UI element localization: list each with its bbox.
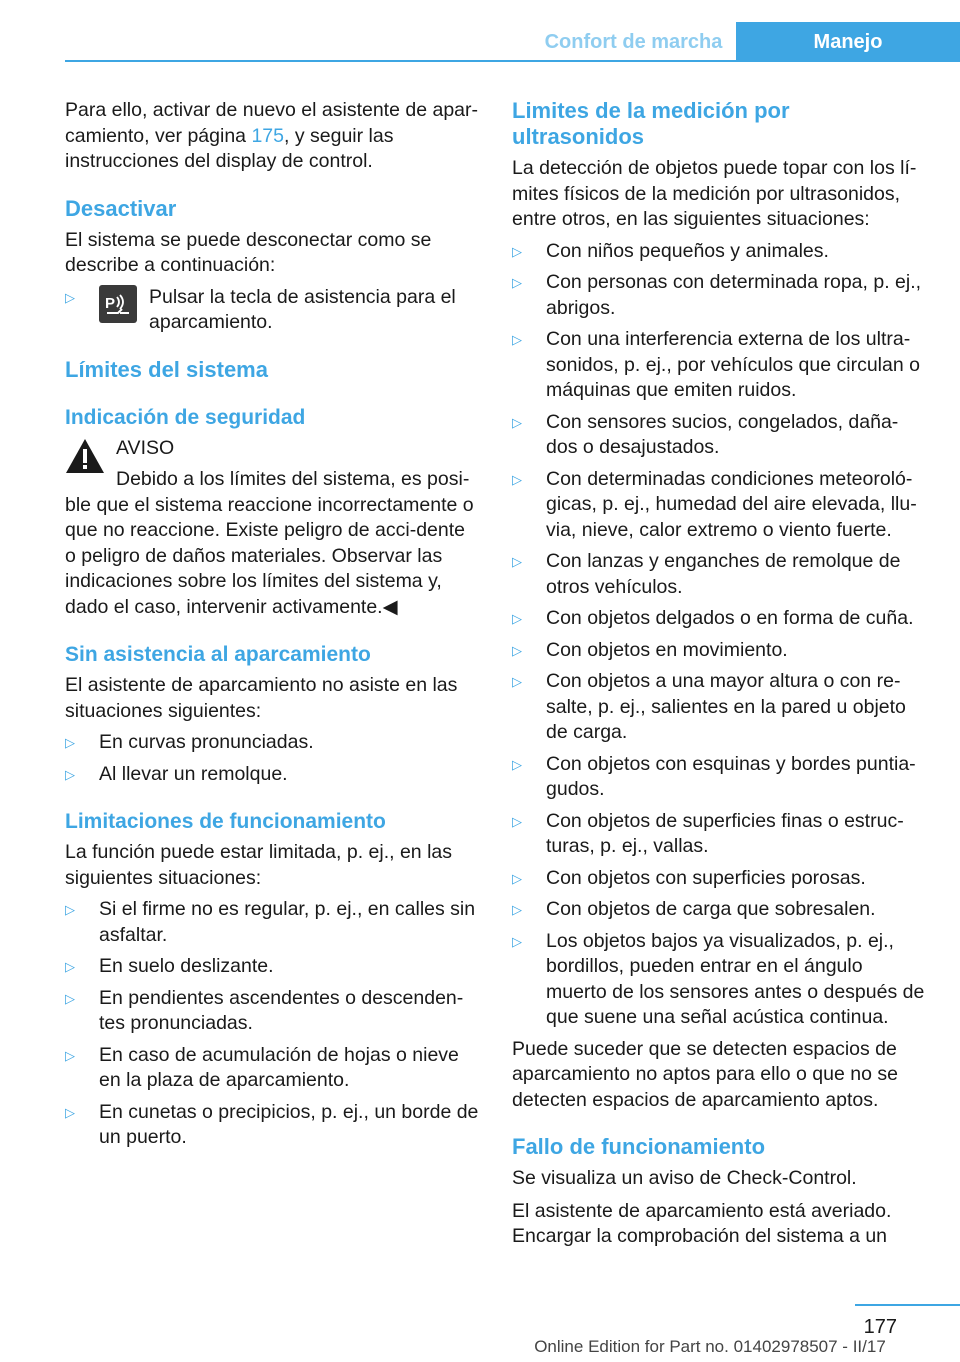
footer-rule bbox=[855, 1304, 960, 1306]
svg-text:P: P bbox=[105, 294, 116, 312]
list-item: ▷ Los objetos bajos ya visualizados, p. ej., bordillos, pueden entrar en el ángulo muerto de los sensores antes o después de que suene una señal acústica continua. bbox=[512, 929, 925, 1028]
list-item: ▷ Con objetos a una mayor altura o con re-salte, p. ej., salientes en la pared u objeto de carga. bbox=[512, 670, 906, 743]
warning-label: AVISO bbox=[116, 436, 175, 459]
bullet-triangle-icon: ▷ bbox=[512, 243, 522, 259]
left-column bbox=[65, 98, 480, 1157]
limitaciones-text: La función puede estar limitada, p. ej., en las siguientes situaciones: bbox=[65, 841, 452, 889]
limitaciones-list bbox=[65, 897, 480, 1151]
list-item: ▷ Con objetos con esquinas y bordes puntia-gudos. bbox=[512, 752, 916, 800]
page-link-175[interactable]: 175 bbox=[251, 124, 284, 147]
bullet-triangle-icon: ▷ bbox=[512, 933, 522, 949]
list-item: ▷ Al llevar un remolque. bbox=[65, 762, 480, 788]
bullet-triangle-icon: ▷ bbox=[65, 959, 75, 974]
list-item: ▷ Con lanzas y enganches de remolque de otros vehículos. bbox=[512, 550, 901, 598]
warning-text: Debido a los límites del sistema, es posi-ble que el sistema reaccione incorrectamente o que no reaccione. Existe peligro de acci-dente o peligro de daños materiales. Observar las indicaciones sobre los límites del sistema y, dado el caso, intervenir activamente.◀ bbox=[65, 468, 474, 618]
ultrasonidos-after-text: Puede suceder que se detecten espacios de aparcamiento no aptos para ello o que no se detecten espacios de aparcamiento aptos. bbox=[512, 1037, 898, 1111]
sin-asistencia-list bbox=[65, 730, 480, 787]
page-header bbox=[65, 22, 960, 62]
heading-limitaciones: Limitaciones de funcionamiento bbox=[65, 810, 386, 833]
list-item: ▷ Con personas con determinada ropa, p. ej., abrigos. bbox=[512, 271, 922, 319]
heading-indicacion-de-seguridad: Indicación de seguridad bbox=[65, 405, 306, 429]
list-item: ▷ Con objetos de superficies finas o estruc-turas, p. ej., vallas. bbox=[512, 809, 904, 857]
list-item: ▷ Con sensores sucios, congelados, daña-dos o desajustados. bbox=[512, 410, 899, 458]
bullet-triangle-icon: ▷ bbox=[512, 674, 522, 689]
list-item: ▷ Con una interferencia externa de los ultra-sonidos, p. ej., por vehículos que circulan o máquinas que emiten ruidos. bbox=[512, 328, 920, 401]
bullet-triangle-icon: ▷ bbox=[65, 990, 75, 1006]
desactivar-list bbox=[65, 285, 480, 336]
bullet-triangle-icon: ▷ bbox=[512, 642, 522, 658]
bullet-triangle-icon: ▷ bbox=[512, 611, 522, 626]
sin-asistencia-text: El asistente de aparcamiento no asiste en las situaciones siguientes: bbox=[65, 674, 458, 722]
bullet-triangle-icon: ▷ bbox=[65, 289, 75, 305]
list-item: ▷ En curvas pronunciadas. bbox=[65, 730, 480, 756]
list-item: ▷ Con objetos de carga que sobresalen. bbox=[512, 897, 927, 923]
heading-limites-ultrasonidos: Limites de la medición por ultrasonidos bbox=[512, 98, 790, 149]
desactivar-text: El sistema se puede desconectar como se describe a continuación: bbox=[65, 228, 432, 276]
bullet-triangle-icon: ▷ bbox=[65, 735, 75, 750]
fallo-text-1: Se visualiza un aviso de Check-Control. bbox=[512, 1167, 857, 1189]
warning-triangle-icon bbox=[65, 438, 105, 474]
list-item: ▷ Con objetos con superficies porosas. bbox=[512, 866, 927, 892]
bullet-triangle-icon: ▷ bbox=[512, 275, 522, 290]
list-item: ▷ Con niños pequeños y animales. bbox=[512, 239, 927, 265]
bullet-triangle-icon: ▷ bbox=[65, 766, 75, 782]
footer-edition: Online Edition for Part no. 01402978507 - II/17 bbox=[534, 1337, 886, 1356]
heading-desactivar: Desactivar bbox=[65, 195, 177, 221]
list-item: ▷ P Pulsar la tecla de asistencia para el aparcamiento. bbox=[65, 285, 456, 333]
list-item: ▷ En suelo deslizante. bbox=[65, 954, 480, 980]
warning-block bbox=[65, 436, 480, 621]
tab-confort-de-marcha[interactable]: Confort de marcha bbox=[544, 31, 723, 53]
bullet-triangle-icon: ▷ bbox=[512, 471, 522, 487]
ultrasonidos-list bbox=[512, 239, 927, 1031]
heading-sin-asistencia: Sin asistencia al aparcamiento bbox=[65, 643, 371, 666]
bullet-triangle-icon: ▷ bbox=[512, 870, 522, 886]
list-item: ▷ Si el firme no es regular, p. ej., en calles sin asfaltar. bbox=[65, 898, 476, 946]
right-column bbox=[512, 98, 927, 1250]
list-item: ▷ En cunetas o precipicios, p. ej., un borde de un puerto. bbox=[65, 1100, 479, 1148]
tab-manejo[interactable]: Manejo bbox=[736, 22, 960, 62]
parking-assist-key-icon bbox=[99, 285, 137, 323]
list-item: ▷ Con determinadas condiciones meteoroló-gicas, p. ej., humedad del aire elevada, llu-via, nieve, calor extremo o viento fuerte. bbox=[512, 467, 917, 541]
ultrasonidos-text: La detección de objetos puede topar con los lí-mites físicos de la medición por ultrasonidos, entre otros, en las siguientes situaciones: bbox=[512, 157, 917, 230]
bullet-triangle-icon: ▷ bbox=[65, 1047, 75, 1063]
list-item: ▷ En pendientes ascendentes o descenden-tes pronunciadas. bbox=[65, 986, 464, 1034]
list-item: ▷ En caso de acumulación de hojas o nieve en la plaza de aparcamiento. bbox=[65, 1043, 459, 1091]
intro-paragraph: Para ello, activar de nuevo el asistente de apar-camiento, ver página 175, y seguir las instrucciones del display de control. bbox=[65, 99, 478, 172]
bullet-triangle-icon: ▷ bbox=[512, 554, 522, 569]
bullet-triangle-icon: ▷ bbox=[65, 1104, 75, 1120]
list-item: ▷ Con objetos en movimiento. bbox=[512, 638, 927, 664]
bullet-triangle-icon: ▷ bbox=[512, 813, 522, 829]
heading-fallo-de-funcionamiento: Fallo de funcionamiento bbox=[512, 1134, 766, 1159]
page-number: 177 bbox=[863, 1316, 897, 1338]
bullet-triangle-icon: ▷ bbox=[65, 902, 75, 917]
bullet-triangle-icon: ▷ bbox=[512, 902, 522, 917]
fallo-text-2: El asistente de aparcamiento está averiado. Encargar la comprobación del sistema a un bbox=[512, 1199, 892, 1247]
heading-limites-del-sistema: Límites del sistema bbox=[65, 356, 268, 382]
list-item: ▷ Con objetos delgados o en forma de cuña. bbox=[512, 606, 927, 632]
bullet-triangle-icon: ▷ bbox=[512, 332, 522, 347]
bullet-triangle-icon: ▷ bbox=[512, 414, 522, 430]
header-rule bbox=[65, 60, 960, 62]
bullet-triangle-icon: ▷ bbox=[512, 756, 522, 772]
